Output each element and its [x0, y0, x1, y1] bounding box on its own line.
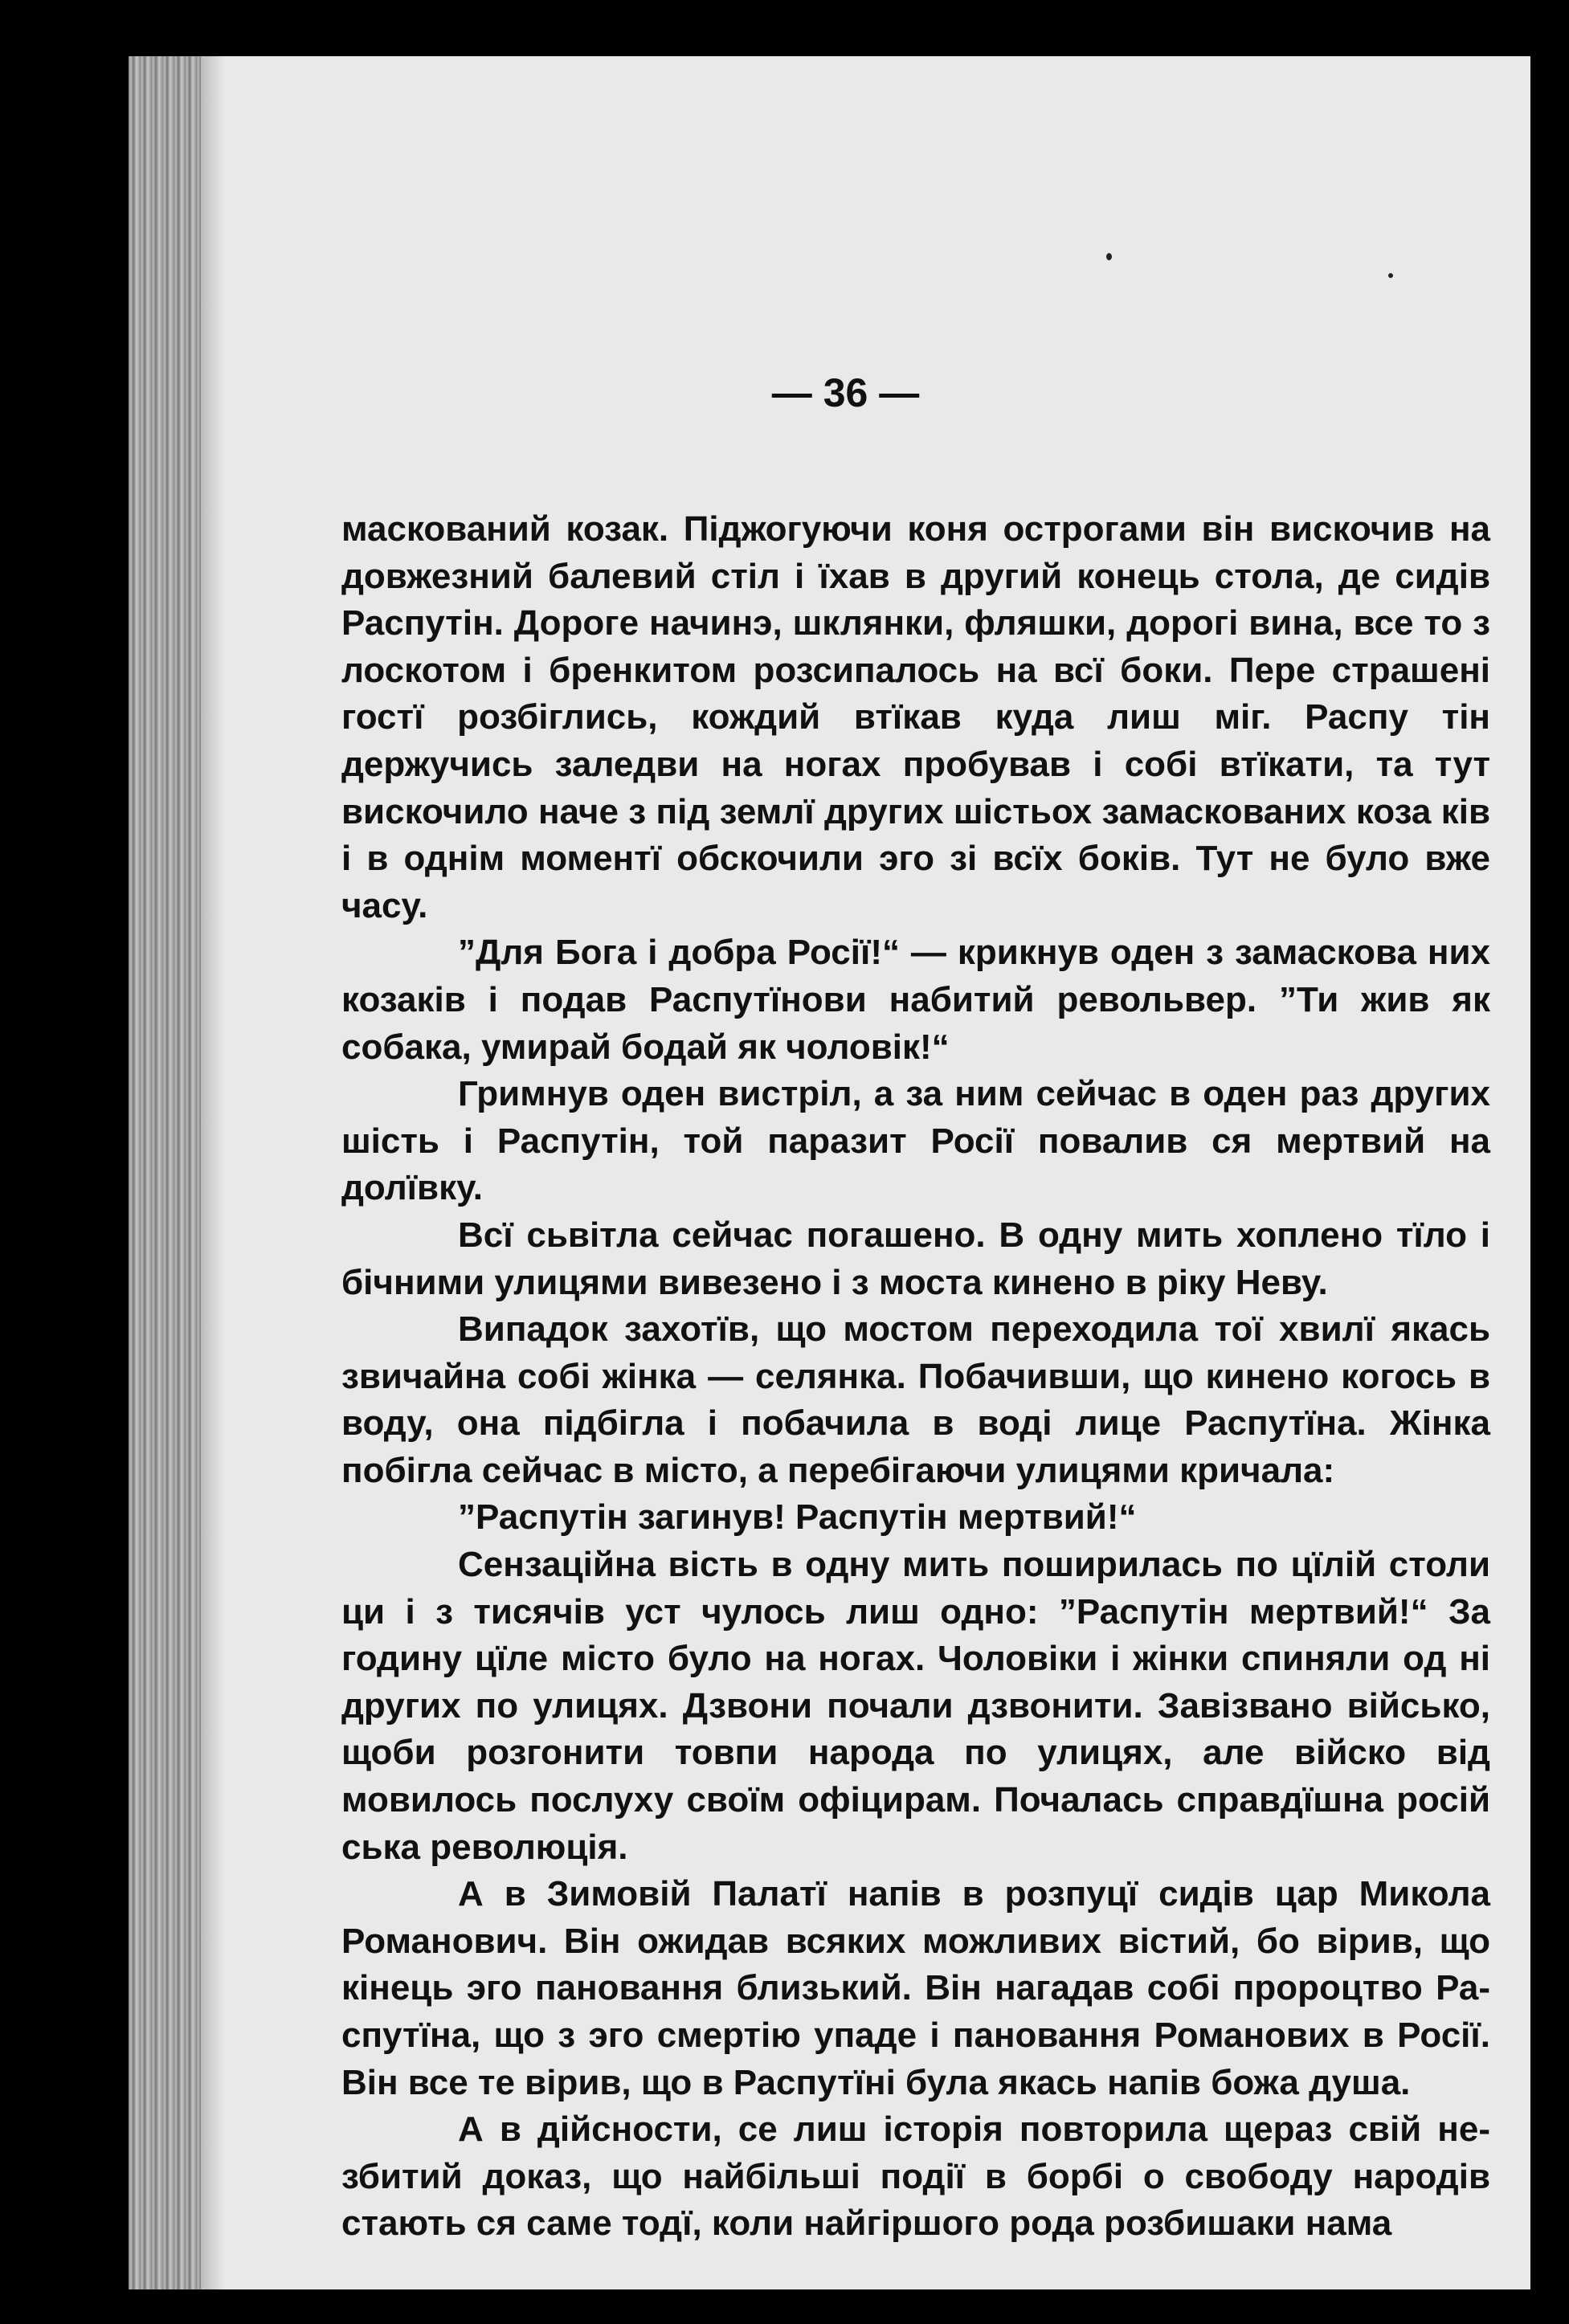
paragraph: ”Для Бога і добра Росії!“ — крикнув оден з замаскова них козаків і подав Распутїнови набитий револьвер. ”Ти жив як собака, умирай бодай як чоловік!“	[341, 933, 1490, 1067]
paragraph: Всї сьвітла сейчас погашено. В одну мить хоплено тїло і бічними улицями вивезено і з моста кинено в ріку Неву.	[341, 1215, 1490, 1302]
paragraph: А в Зимовій Палатї напів в розпуцї сидів цар Микола Романович. Він ожидав всяких можливих вістий, бо вірив, що кінець эго пановання близький. Він нагадав собі пророцтво Распутїна, що з эго смертію упаде і пановання Романових в Росії. Він все те вірив, що в Распутїні була якась напів божа душа.	[341, 1874, 1490, 2102]
paragraph: маскований козак. Піджогуючи коня острогами він вискочив на довжезний балевий стіл і їхав в другий конець стола, де сидів Распутін. Дороге начинэ, шклянки, фляшки, дорогі вина, все то з лоскотом і бренкитом розсипалось на всї боки. Пере страшені гостї розбіглись, кождий втїкав куда лиш міг. Распу тін держучись заледви на ногах пробував і собі втїкати, та тут вискочило наче з під землї других шістьох замаскованих коза ків і в однім моментї обскочили эго зі всїх боків. Тут не було вже часу.	[341, 509, 1490, 925]
paragraph: ”Распутін загинув! Распутін мертвий!“	[458, 1497, 1137, 1538]
body-text	[341, 506, 1490, 2248]
page-number: — 36 —	[771, 370, 920, 415]
paragraph: Гримнув оден вистріл, а за ним сейчас в оден раз других шість і Распутін, той паразит Росії повалив ся мертвий на долївку.	[341, 1074, 1490, 1208]
paragraph: Випадок захотїв, що мостом переходила тої хвилї якась звичайна собі жінка — селянка. Побачивши, що кинено когось в воду, она підбігла і побачила в воді лице Распутїна. Жінка побігла сейчас в місто, а перебігаючи улицями кричала:	[341, 1309, 1490, 1490]
scan-speck	[1106, 253, 1112, 260]
scan-speck	[1388, 273, 1393, 278]
scanned-page	[129, 56, 1530, 2289]
paragraph: Сензаційна вість в одну мить поширилась по цїлій столи ци і з тисячів уст чулось лиш одно: ”Распутін мертвий!“ За годину цїле місто було на ногах. Чоловіки і жінки спиняли од ні других по улицях. Дзвони почали дзвонити. Завізвано військо, щоби розгонити товпи народа по улицях, але війско від мовилось послуху своїм офіцирам. Почалась справдїшна росій ська революція.	[341, 1545, 1490, 1867]
paragraph: А в дійсности, се лиш історія повторила щераз свій незбитий доказ, що найбільші події в борбі о свободу народів стають ся саме тодї, коли найгіршого рода розбишаки нама	[341, 2110, 1490, 2244]
